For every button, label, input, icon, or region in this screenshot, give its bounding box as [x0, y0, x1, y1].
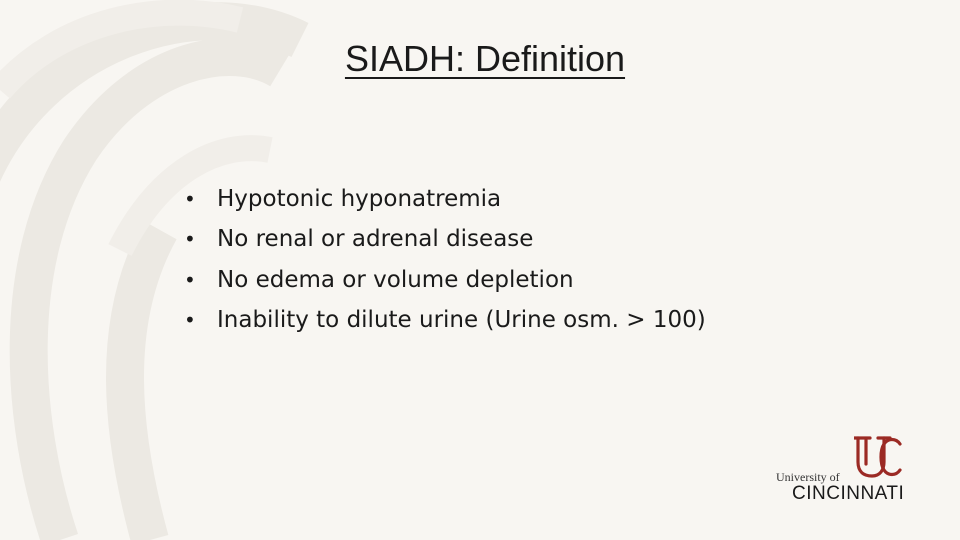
bullet-marker: •: [184, 187, 196, 211]
bullet-marker: •: [184, 307, 196, 332]
list-item: [184, 267, 706, 307]
university-logo: [774, 434, 924, 506]
logo-text-university: University of: [776, 470, 840, 484]
bullet-list: [184, 186, 706, 347]
slide-title: SIADH: Definition: [344, 38, 626, 79]
logo-text-cincinnati: CINCINNATI: [792, 483, 905, 504]
bullet-text: No edema or volume depletion: [217, 266, 574, 293]
list-item: [184, 307, 706, 347]
list-item: [184, 186, 706, 226]
bullet-text: Inability to dilute urine (Urine osm. > 100): [217, 306, 706, 333]
bullet-text: Hypotonic hyponatremia: [217, 186, 502, 212]
bullet-marker: •: [184, 267, 196, 292]
bullet-marker: •: [184, 227, 196, 252]
bullet-text: No renal or adrenal disease: [217, 226, 534, 253]
uc-monogram-icon: [854, 434, 906, 478]
list-item: [184, 226, 706, 266]
